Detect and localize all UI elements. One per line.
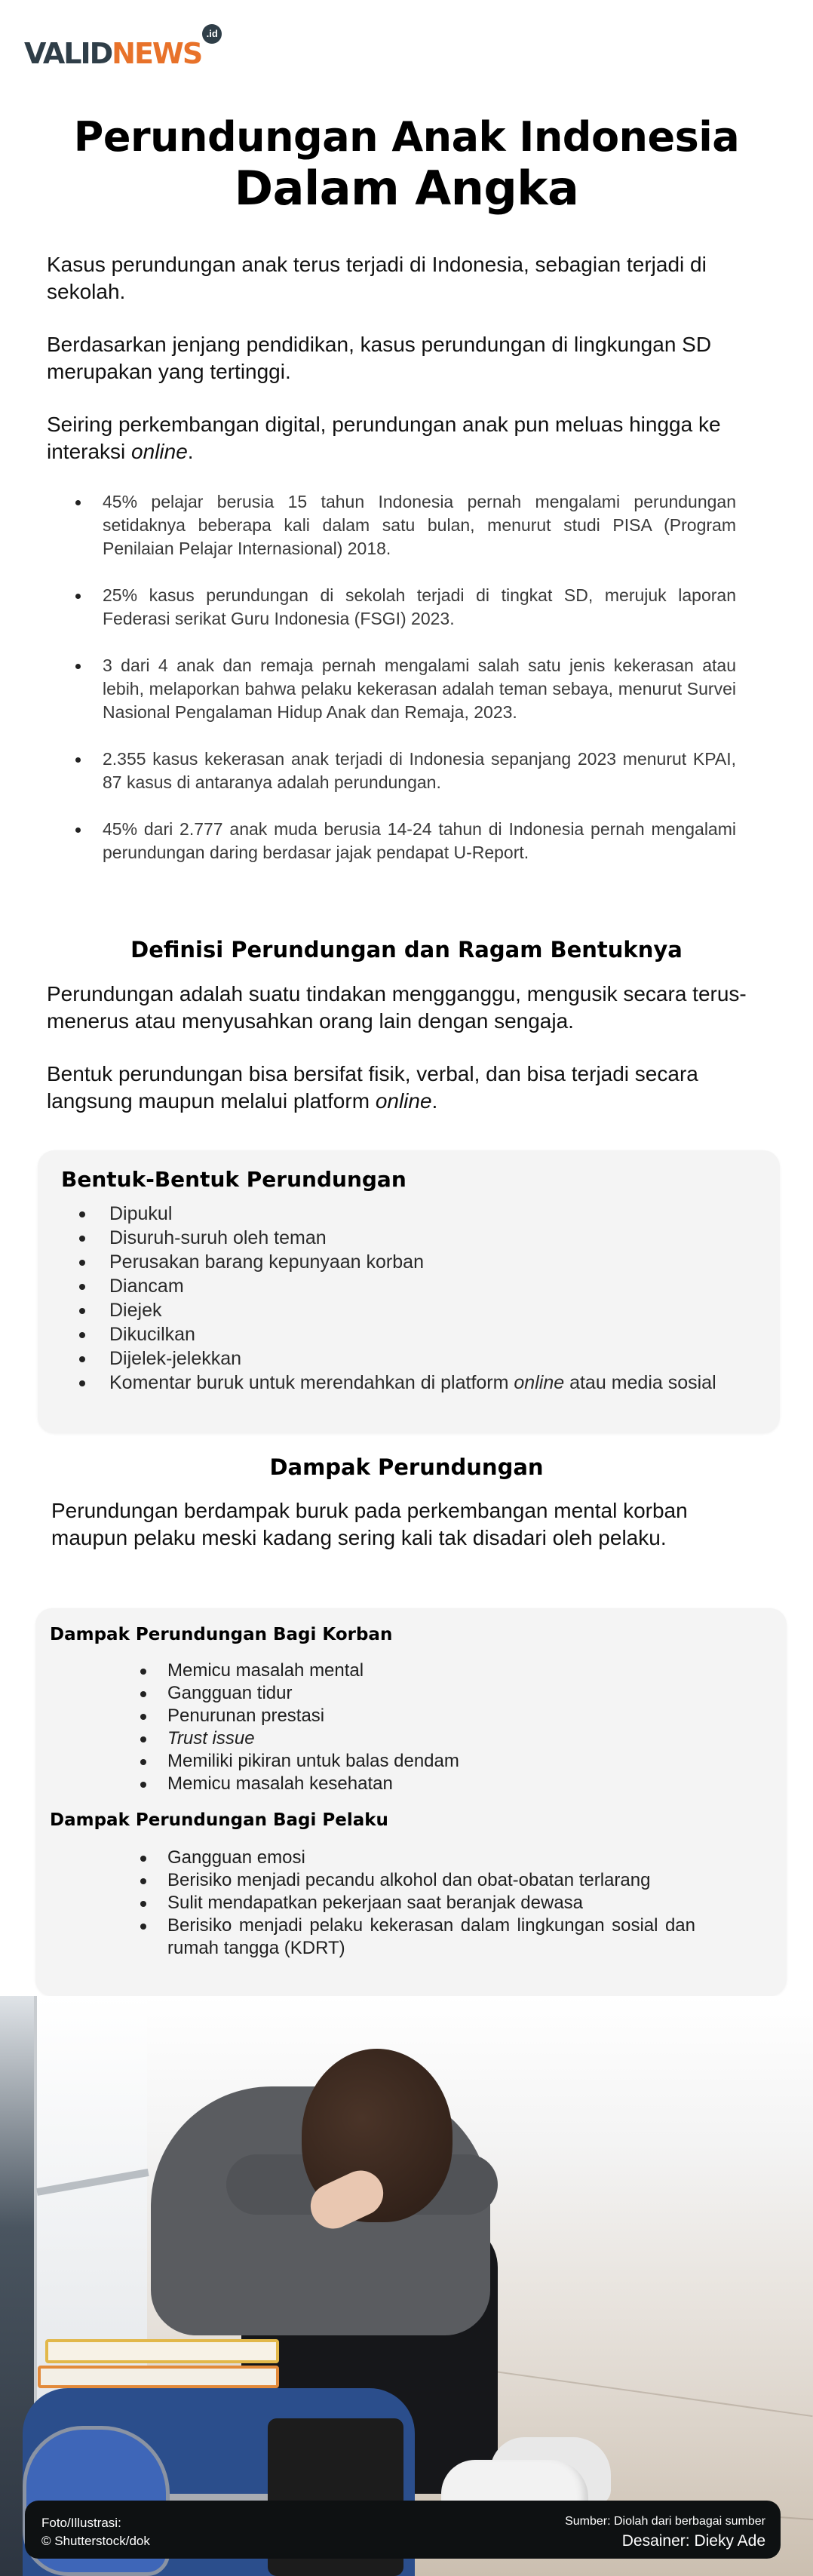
intro-paragraph-1: Kasus perundungan anak terus terjadi di Indonesia, sebagian terjadi di sekolah. (47, 253, 707, 303)
intro-paragraph-3 (47, 411, 756, 465)
definition-paragraph-2-end: . (431, 1089, 438, 1113)
intro-paragraph-3-text: Seiring perkembangan digital, perundungan anak pun meluas hingga ke interaksi (47, 413, 721, 463)
intro-section (47, 251, 756, 491)
validnews-logo[interactable] (24, 23, 222, 68)
definition-heading: Definisi Perundungan dan Ragam Bentuknya (130, 937, 683, 963)
form-item: Diejek (109, 1298, 803, 1322)
intro-italic-online: online (131, 440, 188, 463)
bullying-forms-title: Bentuk-Bentuk Perundungan (61, 1167, 406, 1192)
victim-impact-item: Gangguan tidur (167, 1682, 695, 1705)
perpetrator-impact-item: Sulit mendapatkan pekerjaan saat beranjak dewasa (167, 1892, 695, 1914)
impact-heading: Dampak Perundungan (269, 1454, 544, 1480)
page-title (0, 113, 813, 216)
designer-credit: Desainer: Dieky Ade (621, 2532, 765, 2550)
stat-item: 25% kasus perundungan di sekolah terjadi di tingkat SD, merujuk laporan Federasi serikat Guru Indonesia (FSGI) 2023. (75, 584, 736, 631)
form-item: Disuruh-suruh oleh teman (109, 1226, 803, 1250)
stat-item: 45% dari 2.777 anak muda berusia 14-24 tahun di Indonesia pernah mengalami perundungan daring berdasar jajak pendapat U-Report. (75, 818, 736, 864)
impact-intro: Perundungan berdampak buruk pada perkembangan mental korban maupun pelaku meski kadang sering kali tak disadari oleh pelaku. (51, 1499, 688, 1549)
perpetrator-impact-list (167, 1847, 695, 1960)
logo-text-news: NEWS (112, 37, 202, 70)
form-item: Dipukul (109, 1202, 803, 1226)
definition-italic-online: online (375, 1089, 432, 1113)
perpetrator-impact-title: Dampak Perundungan Bagi Pelaku (50, 1810, 388, 1830)
page-title-line2: Dalam Angka (234, 161, 579, 216)
intro-paragraph-2: Berdasarkan jenjang pendidikan, kasus perundungan di lingkungan SD merupakan yang tertinggi. (47, 333, 712, 383)
perpetrator-impact-item: Gangguan emosi (167, 1847, 695, 1869)
photo-credit (41, 2514, 150, 2550)
victim-impact-item: Trust issue (167, 1727, 695, 1750)
form-item: Dikucilkan (109, 1322, 803, 1346)
photo-credit-label: Foto/Illustrasi: (41, 2516, 121, 2530)
statistics-list (75, 490, 736, 888)
logo-id-badge: .id (202, 24, 222, 44)
victim-impact-item: Memiliki pikiran untuk balas dendam (167, 1750, 695, 1773)
victim-impact-item: Penurunan prestasi (167, 1705, 695, 1727)
stat-item: 2.355 kasus kekerasan anak terjadi di Indonesia sepanjang 2023 menurut KPAI, 87 kasus di antaranya adalah perundungan. (75, 748, 736, 794)
bullying-forms-list (109, 1202, 803, 1395)
victim-impact-title: Dampak Perundungan Bagi Korban (50, 1625, 393, 1644)
logo-text-valid: VALID (24, 37, 112, 70)
form-item (109, 1371, 803, 1395)
impact-card (35, 1608, 787, 1996)
victim-impact-item: Memicu masalah kesehatan (167, 1773, 695, 1795)
form-item-text-end: atau media sosial (564, 1372, 716, 1393)
books (38, 2366, 279, 2388)
illustration-photo (0, 1996, 813, 2576)
form-item-text: Komentar buruk untuk merendahkan di platform (109, 1372, 514, 1393)
stat-item: 3 dari 4 anak dan remaja pernah mengalami salah satu jenis kekerasan atau lebih, melaporkan bahwa pelaku kekerasan adalah teman sebaya, menurut Survei Nasional Pengalaman Hidup Anak dan Remaja, 2023. (75, 654, 736, 724)
page-title-line1: Perundungan Anak Indonesia (73, 113, 740, 161)
books (45, 2339, 279, 2363)
form-item: Diancam (109, 1274, 803, 1298)
definition-section (47, 981, 756, 1141)
definition-paragraph-2 (47, 1061, 756, 1115)
credits-footer (25, 2501, 781, 2559)
photo-credit-value: © Shutterstock/dok (41, 2534, 150, 2548)
victim-impact-item: Memicu masalah mental (167, 1660, 695, 1682)
perpetrator-impact-item: Berisiko menjadi pecandu alkohol dan obat-obatan terlarang (167, 1869, 695, 1892)
form-item-italic-online: online (514, 1372, 565, 1393)
form-item: Dijelek-jelekkan (109, 1346, 803, 1371)
victim-impact-list (167, 1660, 695, 1795)
stat-item: 45% pelajar berusia 15 tahun Indonesia pernah mengalami perundungan setidaknya beberapa kali dalam satu bulan, menurut studi PISA (Program Penilaian Pelajar Internasional) 2018. (75, 490, 736, 560)
definition-paragraph-2-text: Bentuk perundungan bisa bersifat fisik, verbal, dan bisa terjadi secara langsung maupun melalui platform (47, 1062, 698, 1113)
form-item: Perusakan barang kepunyaan korban (109, 1250, 803, 1274)
perpetrator-impact-item: Berisiko menjadi pelaku kekerasan dalam lingkungan sosial dan rumah tangga (KDRT) (167, 1915, 695, 1958)
bullying-forms-card (38, 1150, 780, 1433)
definition-paragraph-1: Perundungan adalah suatu tindakan mengganggu, mengusik secara terus-menerus atau menyusahkan orang lain dengan sengaja. (47, 982, 747, 1033)
photo-handrail (36, 2169, 149, 2196)
intro-paragraph-3-end: . (187, 440, 194, 463)
source-note: Sumber: Diolah dari berbagai sumber (565, 2515, 765, 2528)
